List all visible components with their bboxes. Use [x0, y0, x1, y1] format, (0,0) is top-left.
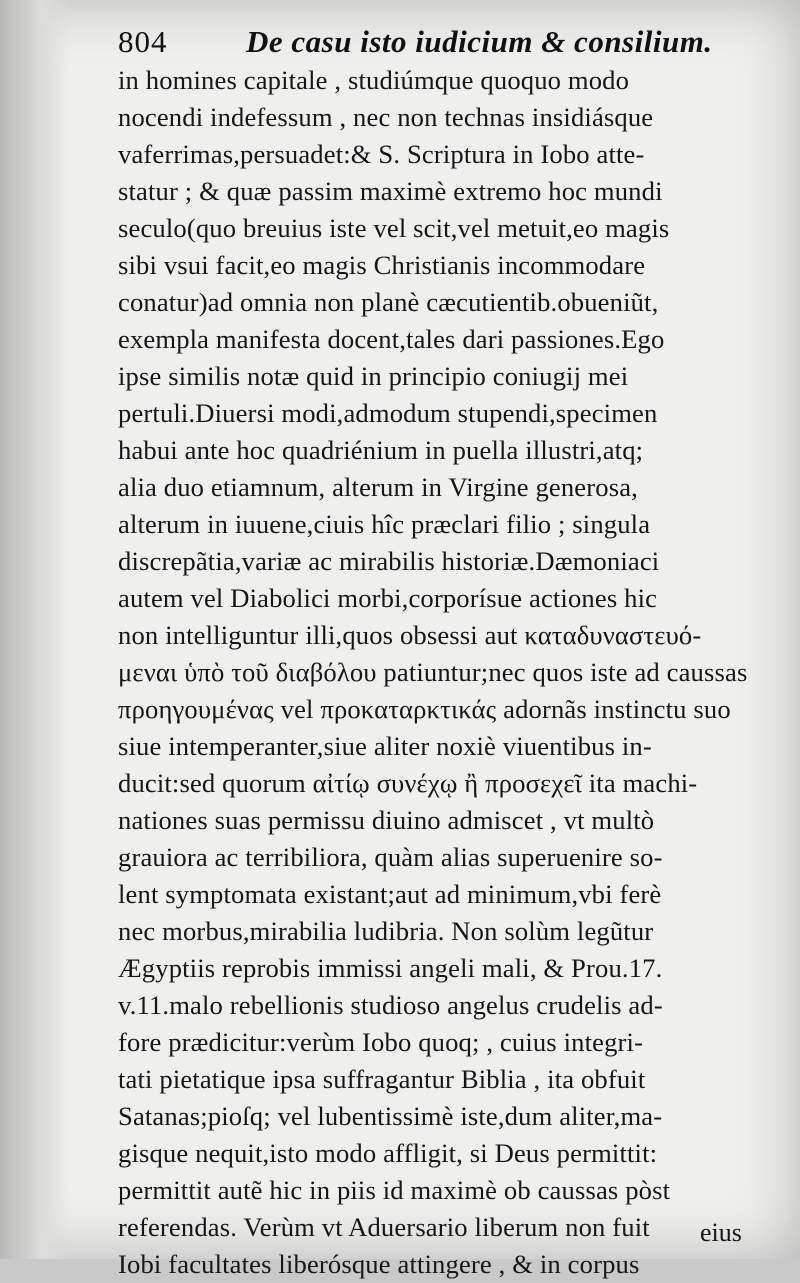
text-line: referendas. Verùm vt Aduersario liberum non fuit [118, 1212, 650, 1242]
text-line: permittit autẽ hic in piis id maximè ob caussas pòst [118, 1175, 671, 1205]
text-line: tati pietatique ipsa suffragantur Biblia , ita obfuit [118, 1064, 646, 1094]
text-line: μεναι ὑπὸ τοῦ διαβόλου patiuntur;nec quos iste ad caussas [118, 657, 748, 687]
text-line: lent symptomata existant;aut ad minimum,vbi ferè [118, 879, 662, 909]
text-line: nationes suas permissu diuino admiscet , vt multò [118, 805, 655, 835]
text-line: Satanas;pioſq; vel lubentissimè iste,dum aliter,ma- [118, 1101, 663, 1131]
text-line: gisque nequit,isto modo affligit, si Deus permittit: [118, 1138, 658, 1168]
text-line: conatur)ad omnia non planè cæcutientib.obueniũt, [118, 287, 659, 317]
text-line: grauiora ac terribiliora, quàm alias superuenire so- [118, 842, 663, 872]
text-line: alia duo etiamnum, alterum in Virgine generosa, [118, 472, 638, 502]
text-line: nocendi indefessum , nec non technas insidiásque [118, 102, 654, 132]
text-line: discrepãtia,variæ ac mirabilis historiæ.Dæmoniaci [118, 546, 660, 576]
text-line: alterum in iuuene,ciuis hîc præclari filio ; singula [118, 509, 651, 539]
text-line: habui ante hoc quadriénium in puella illustri,atq; [118, 435, 644, 465]
text-line: exempla manifesta docent,tales dari passiones.Ego [118, 324, 665, 354]
text-line: vaferrimas,persuadet:& S. Scriptura in Iobo atte- [118, 139, 645, 169]
text-line: in homines capitale , studiúmque quoquo modo [118, 65, 630, 95]
text-line: non intelliguntur illi,quos obsessi aut καταδυναστευό- [118, 620, 702, 650]
text-line: Ægyptiis reprobis immissi angeli mali, & Prou.17. [118, 953, 663, 983]
text-line: προηγουμένας vel προκαταρκτικάς adornãs instinctu suo [118, 694, 731, 724]
catchword: eius [700, 1218, 742, 1247]
text-line: ducit:sed quorum αἰτίῳ συνέχῳ ἢ προσεχεῖ ita machi- [118, 768, 698, 798]
text-line: fore prædicitur:verùm Iobo quoq; , cuius integri- [118, 1027, 644, 1057]
text-line: statur ; & quæ passim maximè extremo hoc mundi [118, 176, 663, 206]
text-line: autem vel Diabolici morbi,corporísue actiones hic [118, 583, 658, 613]
running-header [118, 24, 718, 64]
text-line: seculo(quo breuius iste vel scit,vel metuit,eo magis [118, 213, 670, 243]
text-line: Iobi facultates liberósque attingere , & in corpus [118, 1249, 640, 1279]
text-line: sibi vsui facit,eo magis Christianis incommodare [118, 250, 646, 280]
running-title: De casu isto iudicium & consilium. [246, 24, 713, 59]
binding-gutter [0, 0, 70, 1259]
text-line: siue intemperanter,siue aliter noxiè viuentibus in- [118, 731, 652, 761]
page-number: 804 [118, 24, 168, 59]
text-line: v.11.malo rebellionis studioso angelus crudelis ad- [118, 990, 663, 1020]
body-text [118, 62, 758, 1283]
text-line: nec morbus,mirabilia ludibria. Non solùm legũtur [118, 916, 654, 946]
text-line: ipse similis notæ quid in principio coniugij mei [118, 361, 629, 391]
text-line: pertuli.Diuersi modi,admodum stupendi,specimen [118, 398, 658, 428]
